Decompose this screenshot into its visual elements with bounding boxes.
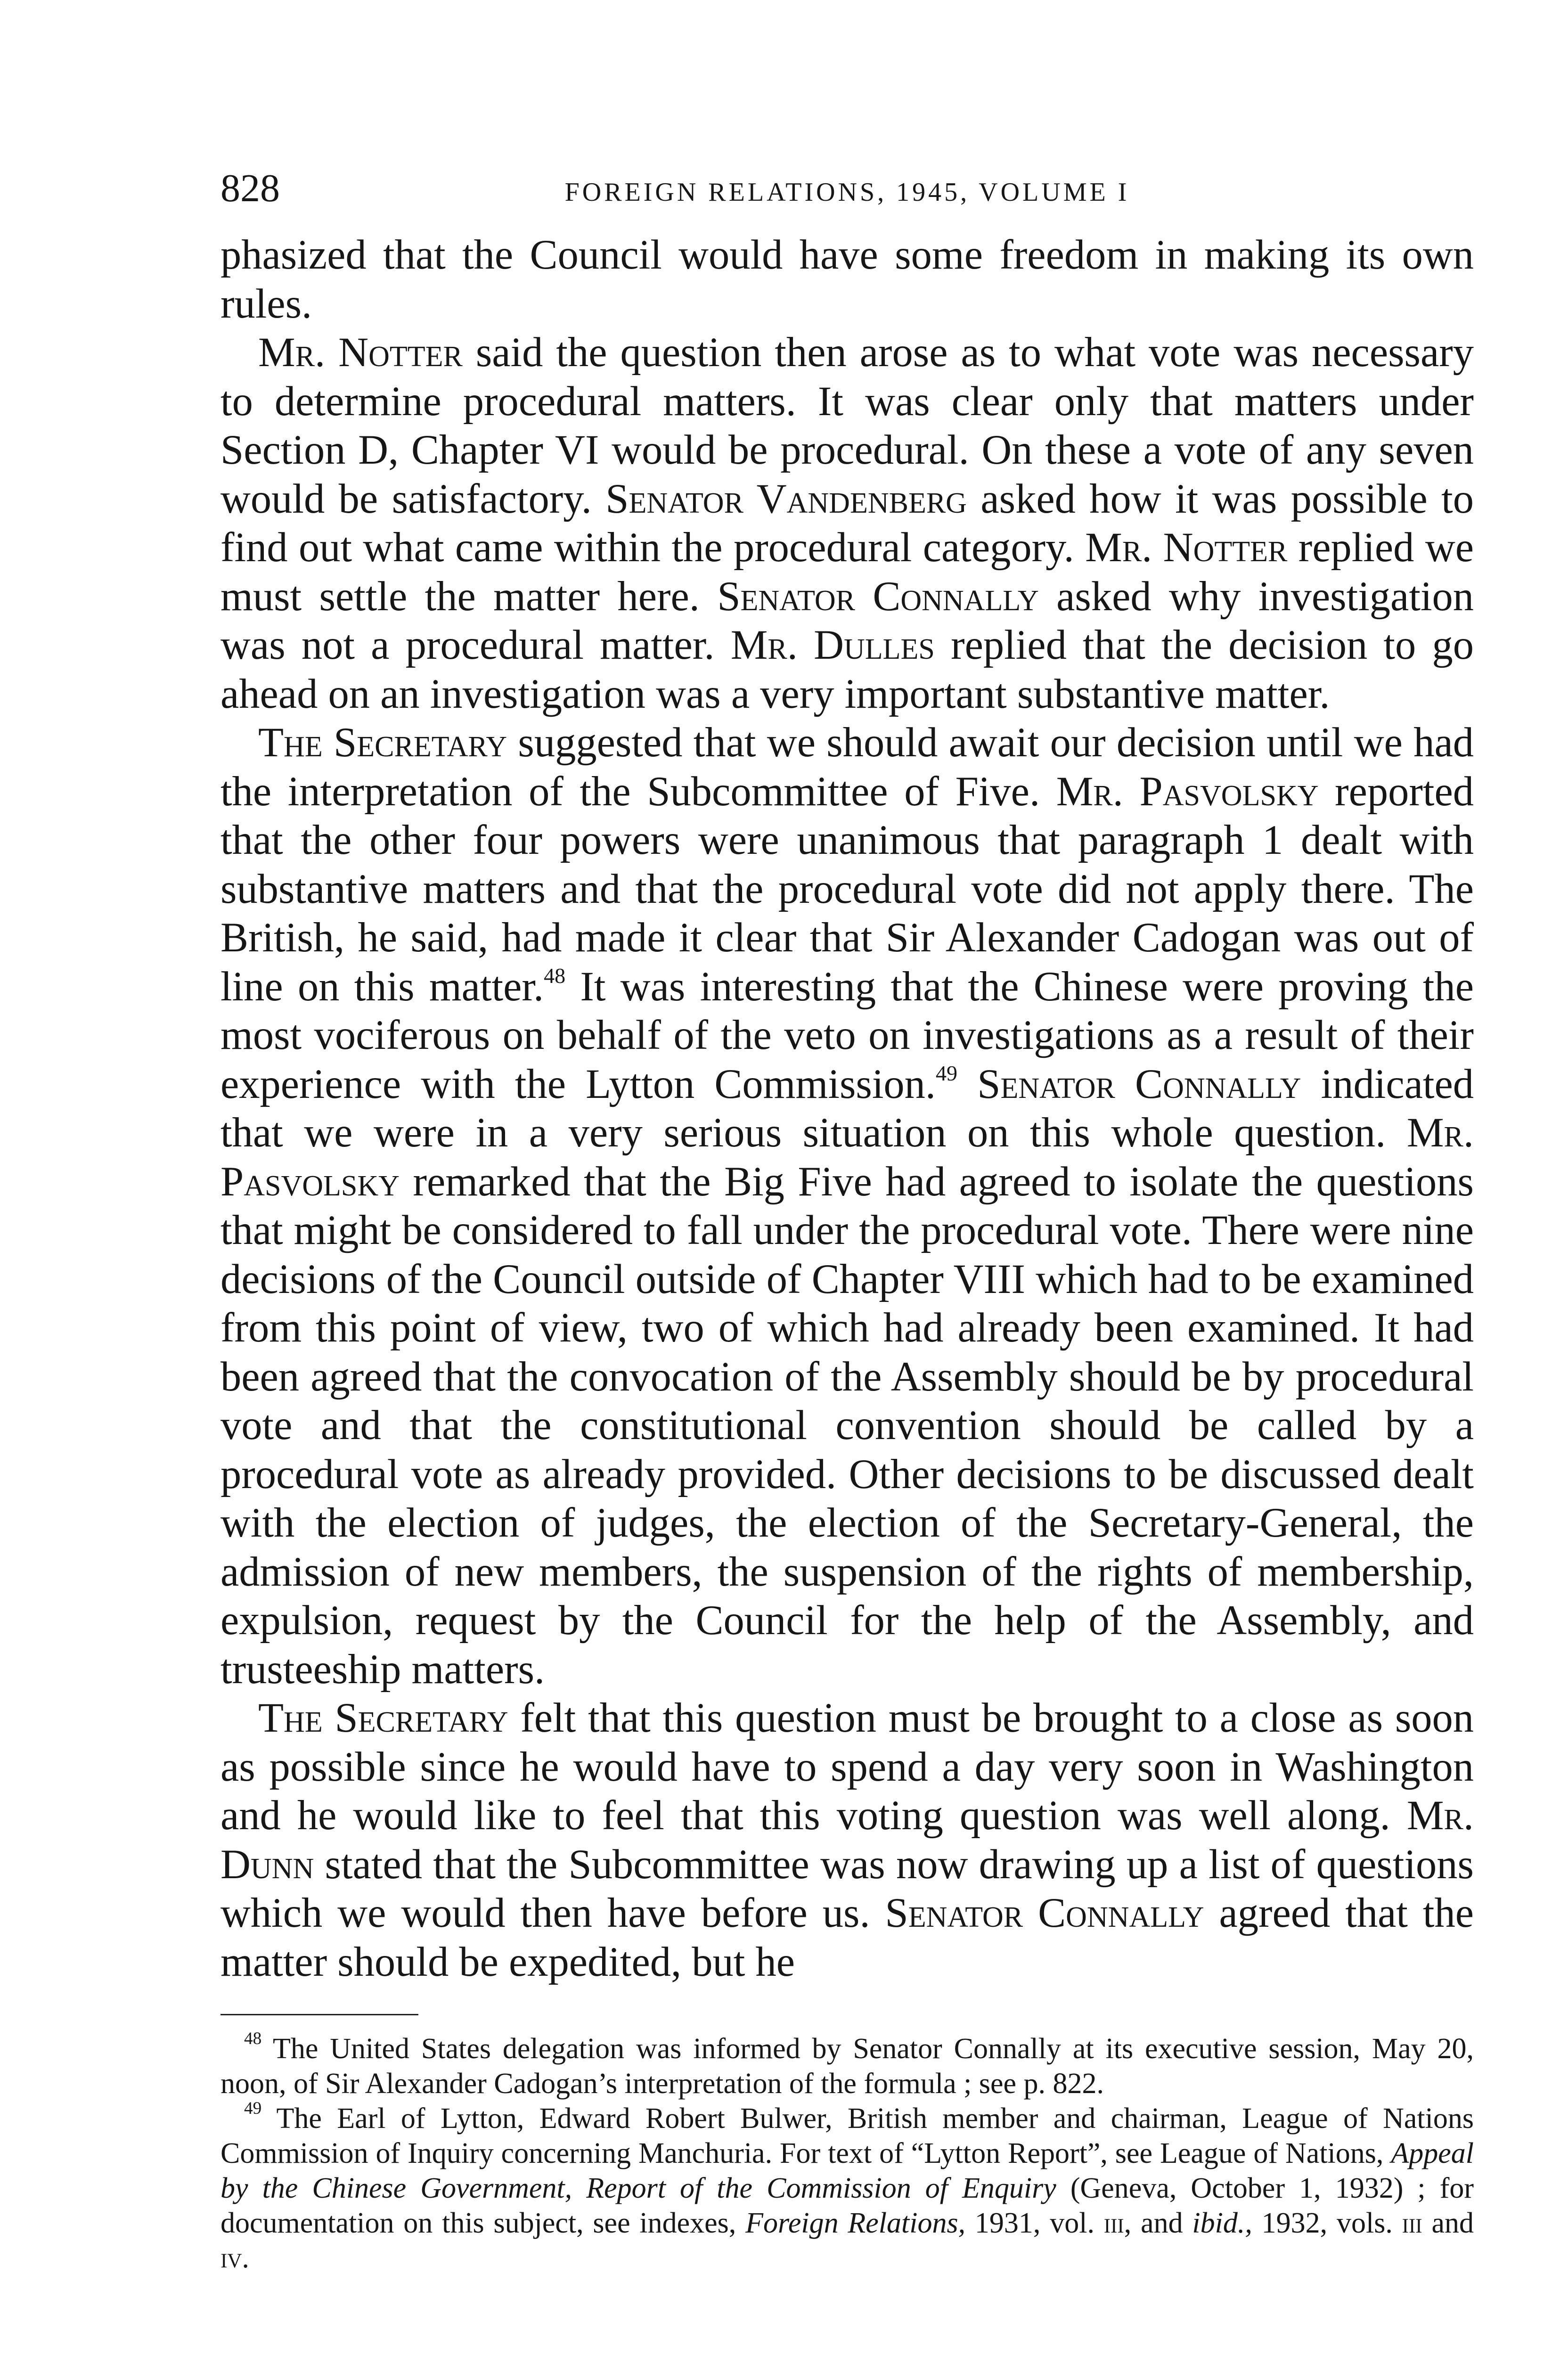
text-run: (Geneva, October 1, 1932) ; for documentation on this subject, see indexes, xyxy=(220,2172,1474,2239)
speaker-name: Senator Connally xyxy=(977,1061,1301,1107)
text-run: The Earl of Lytton, Edward Robert Bulwer, British member and chairman, League of Nations Commission of Inquiry concerning Manchuria. For text of “Lytton Report”, see League of Nations, xyxy=(220,2102,1474,2169)
speaker-name: Senator Connally xyxy=(717,573,1039,620)
speaker-name: Senator Vandenberg xyxy=(605,475,967,522)
text-run: indicated that we were in a very serious situation on this whole question. xyxy=(220,1061,1474,1156)
footnote-49 xyxy=(220,2101,1474,2275)
text-run: agreed that the matter should be expedited, but he xyxy=(220,1890,1474,1985)
text-run: Foreign Relations, xyxy=(745,2207,966,2239)
speaker-name: Mr. Pasvolsky xyxy=(220,1110,1474,1205)
text-run: felt that this question must be brought to a close as soon as possible since he would have to spend a day very soon in Washington and he would like to feel that this voting question was well along. xyxy=(220,1695,1474,1839)
body-text xyxy=(220,231,1474,1987)
text-run: ibid., xyxy=(1192,2207,1252,2239)
text-run: asked how it was possible to find out what came within the procedural category. xyxy=(220,475,1474,571)
text-run: Appeal by the Chinese Government, Report of the Commission of Enquiry xyxy=(220,2137,1474,2204)
text-run: suggested that we should await our decision until we had the interpretation of the Subcommittee of Five. xyxy=(220,720,1474,815)
page-number: 828 xyxy=(220,166,280,210)
footnote-ref: 49 xyxy=(244,2099,262,2119)
running-title: FOREIGN RELATIONS, 1945, VOLUME I xyxy=(564,178,1130,207)
speaker-name: Mr. Notter xyxy=(258,329,463,376)
text-run: stated that the Subcommittee was now drawing up a list of questions which we would then have before us. xyxy=(220,1841,1474,1936)
speaker-name: Mr. Dunn xyxy=(220,1792,1474,1888)
text-run: asked why investigation was not a procedural matter. xyxy=(220,573,1474,668)
text-run: 1931, vol. xyxy=(965,2207,1104,2239)
text-run: phasized that the Council would have some freedom in making its own rules. xyxy=(220,232,1474,327)
text-run: , and xyxy=(1124,2207,1192,2239)
speaker-name: Mr. Dulles xyxy=(730,622,935,668)
text-run: . xyxy=(242,2242,249,2274)
paragraph xyxy=(220,231,1474,328)
footnotes xyxy=(220,2031,1474,2275)
page-header xyxy=(220,165,1474,212)
text-run: replied we must settle the matter here. xyxy=(220,524,1474,620)
text-run xyxy=(957,1061,977,1107)
speaker-name: iii xyxy=(1402,2207,1422,2239)
speaker-name: iii xyxy=(1103,2207,1124,2239)
footnote-ref: 48 xyxy=(244,2029,262,2049)
footnote-48 xyxy=(220,2031,1474,2101)
text-run: and xyxy=(1422,2207,1474,2239)
footnote-ref: 48 xyxy=(544,963,566,988)
text-run: reported that the other four powers were unanimous that paragraph 1 dealt with substantive matters and that the procedural vote did not apply there. The British, he said, had made it clear that Sir Alexander Cadogan was out of line on this matter. xyxy=(220,768,1474,1010)
speaker-name: The Secretary xyxy=(258,1695,508,1741)
speaker-name: Mr. Pasvolsky xyxy=(1056,768,1319,815)
paragraph xyxy=(220,719,1474,1694)
footnote-ref: 49 xyxy=(936,1061,958,1085)
speaker-name: Mr. Notter xyxy=(1085,524,1288,571)
paragraph xyxy=(220,1694,1474,1987)
document-page xyxy=(220,165,1474,2275)
speaker-name: iv xyxy=(220,2242,242,2274)
text-run: It was interesting that the Chinese were proving the most vociferous on behalf of the veto on investigations as a result of their experience with the Lytton Commission. xyxy=(220,963,1474,1107)
text-run: 1932, vols. xyxy=(1252,2207,1402,2239)
footnote-divider xyxy=(220,2014,418,2015)
text-run: remarked that the Big Five had agreed to isolate the questions that might be considered to fall under the procedural vote. There were nine decisions of the Council outside of Chapter VIII which had to be examined from this point of view, two of which had already been examined. It had been agreed that the convocation of the Assembly should be by procedural vote and that the constitutional convention should be called by a procedural vote as already provided. Other decisions to be discussed dealt with the election of judges, the election of the Secretary-General, the admission of new members, the suspension of the rights of membership, expulsion, request by the Council for the help of the Assembly, and trusteeship matters. xyxy=(220,1158,1474,1693)
text-run: said the question then arose as to what vote was necessary to determine procedural matters. It was clear only that matters under Section D, Chapter VI would be procedural. On these a vote of any seven would be satisfactory. xyxy=(220,329,1474,522)
text-run: The United States delegation was informed by Senator Connally at its executive session, May 20, noon, of Sir Alexander Cadogan’s interpretation of the formula ; see p. 822. xyxy=(220,2033,1474,2100)
paragraph xyxy=(220,328,1474,719)
speaker-name: Senator Connally xyxy=(885,1890,1204,1936)
speaker-name: The Secretary xyxy=(258,720,507,766)
text-run: replied that the decision to go ahead on an investigation was a very important substantive matter. xyxy=(220,622,1474,717)
